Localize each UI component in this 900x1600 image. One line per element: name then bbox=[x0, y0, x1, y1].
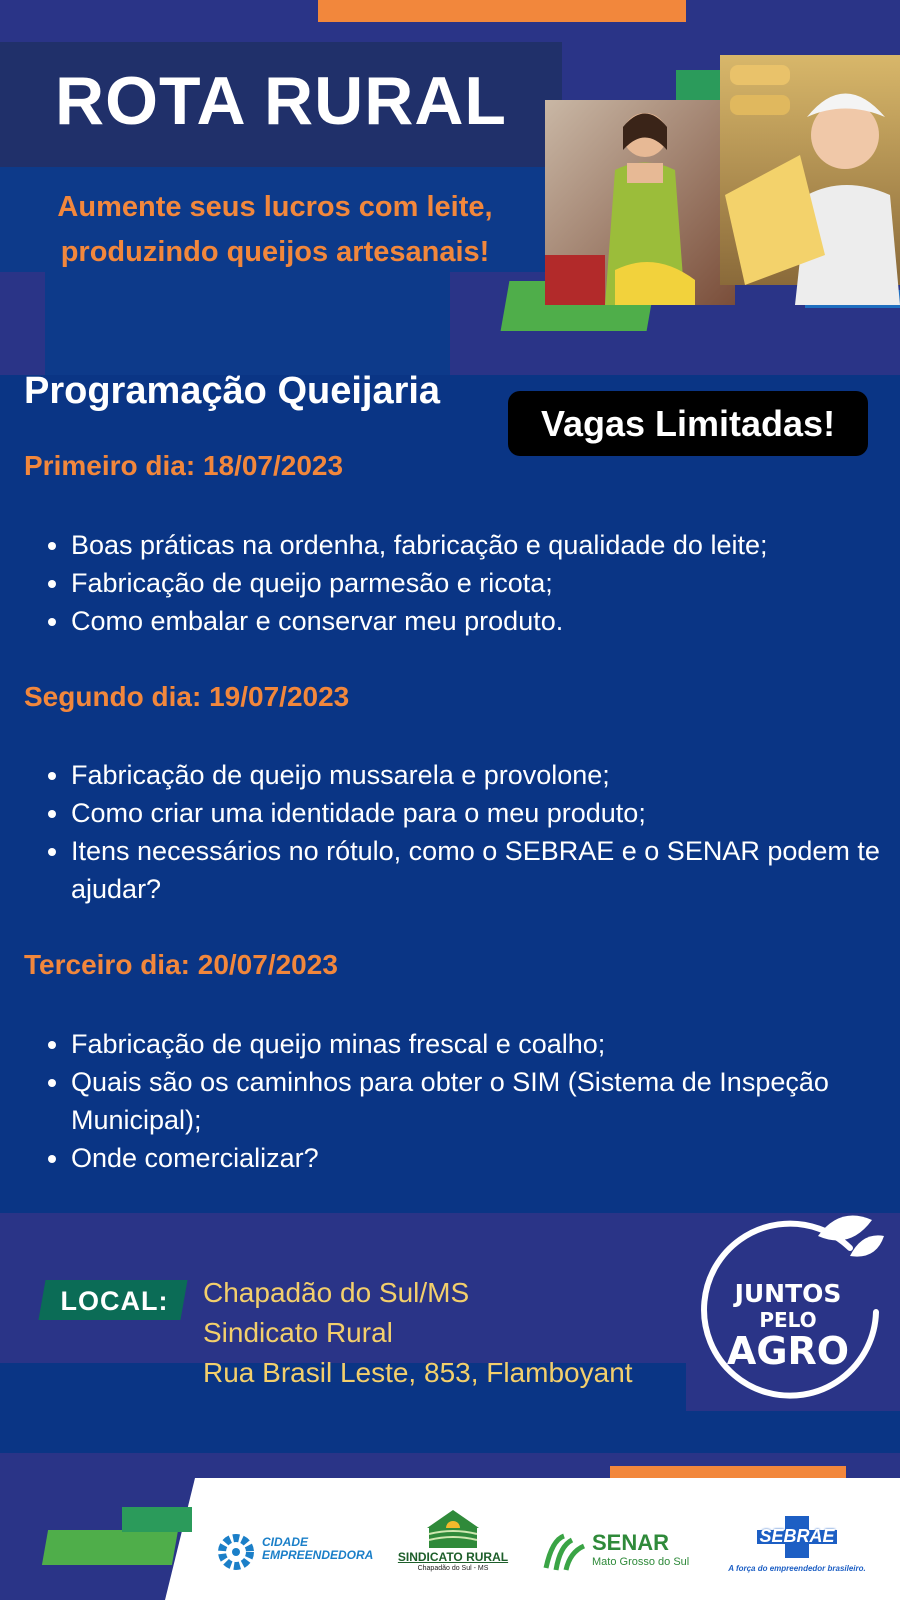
photo-collage bbox=[545, 55, 900, 305]
subtitle-line-1: Aumente seus lucros com leite, bbox=[57, 191, 493, 223]
location-venue: Sindicato Rural bbox=[203, 1317, 393, 1348]
limited-spots-badge: Vagas Limitadas! bbox=[508, 391, 868, 456]
subtitle bbox=[10, 185, 540, 275]
agro-word: AGRO bbox=[726, 1329, 850, 1373]
cidade-line-1: CIDADE bbox=[262, 1535, 309, 1549]
juntos-word: JUNTOS bbox=[734, 1279, 842, 1308]
sindicato-rural-logo bbox=[394, 1508, 512, 1578]
leaf-icon bbox=[850, 1235, 884, 1256]
orange-accent-bar bbox=[318, 0, 686, 22]
juntos-pelo-agro-logo bbox=[700, 1212, 890, 1412]
location-city: Chapadão do Sul/MS bbox=[203, 1277, 470, 1308]
cidade-emblem-icon bbox=[212, 1528, 260, 1576]
day-2-heading: Segundo dia: 19/07/2023 bbox=[24, 681, 350, 712]
list-item: • Como criar uma identidade para o meu produto; bbox=[71, 794, 881, 832]
subtitle-box-extension bbox=[45, 272, 450, 375]
sindicato-location: Chapadão do Sul - MS bbox=[417, 1565, 489, 1572]
leaf-icon bbox=[818, 1216, 872, 1241]
day-3-heading: Terceiro dia: 20/07/2023 bbox=[24, 949, 338, 980]
barn-field-icon bbox=[423, 1508, 483, 1550]
location-street: Rua Brasil Leste, 853, Flamboyant bbox=[203, 1357, 633, 1388]
location-address bbox=[203, 1273, 633, 1393]
footer-green-accent bbox=[42, 1530, 178, 1565]
sindicato-name: SINDICATO RURAL bbox=[397, 1550, 509, 1564]
list-item: • Boas práticas na ordenha, fabricação e qualidade do leite; bbox=[71, 526, 881, 564]
list-item: • Quais são os caminhos para obter o SIM (Sistema de Inspeção Municipal); bbox=[71, 1063, 881, 1139]
list-item: • Como embalar e conservar meu produto. bbox=[71, 602, 881, 640]
cidade-empreendedora-logo bbox=[212, 1526, 372, 1576]
sebrae-tagline: A força do empreendedor brasileiro. bbox=[728, 1564, 866, 1573]
subtitle-line-2: produzindo queijos artesanais! bbox=[60, 236, 490, 268]
senar-logo bbox=[542, 1528, 702, 1576]
pelo-word: PELO bbox=[759, 1308, 817, 1332]
senar-name: SENAR bbox=[592, 1530, 670, 1555]
footer-dark-green-accent bbox=[122, 1507, 192, 1532]
list-item: • Itens necessários no rótulo, como o SEBRAE e o SENAR podem te ajudar? bbox=[71, 832, 881, 908]
day-3-list bbox=[44, 1025, 881, 1177]
day-1-list bbox=[44, 526, 881, 640]
cidade-line-2: EMPREENDEDORA bbox=[262, 1548, 374, 1562]
sebrae-logo bbox=[722, 1516, 872, 1580]
day-1-heading: Primeiro dia: 18/07/2023 bbox=[24, 450, 344, 481]
list-item: • Fabricação de queijo minas frescal e coalho; bbox=[71, 1025, 881, 1063]
senar-state: Mato Grosso do Sul bbox=[592, 1556, 690, 1568]
day-2-list bbox=[44, 756, 881, 908]
sebrae-name: SEBRAE bbox=[759, 1526, 835, 1546]
list-item: • Fabricação de queijo mussarela e provolone; bbox=[71, 756, 881, 794]
program-heading: Programação Queijaria bbox=[24, 370, 441, 412]
page-title: ROTA RURAL bbox=[55, 63, 507, 139]
list-item: • Onde comercializar? bbox=[71, 1139, 881, 1177]
senar-emblem-icon bbox=[542, 1532, 588, 1572]
market-and-cheese-photo bbox=[545, 55, 900, 305]
list-item: • Fabricação de queijo parmesão e ricota; bbox=[71, 564, 881, 602]
location-label: LOCAL: bbox=[60, 1286, 169, 1316]
